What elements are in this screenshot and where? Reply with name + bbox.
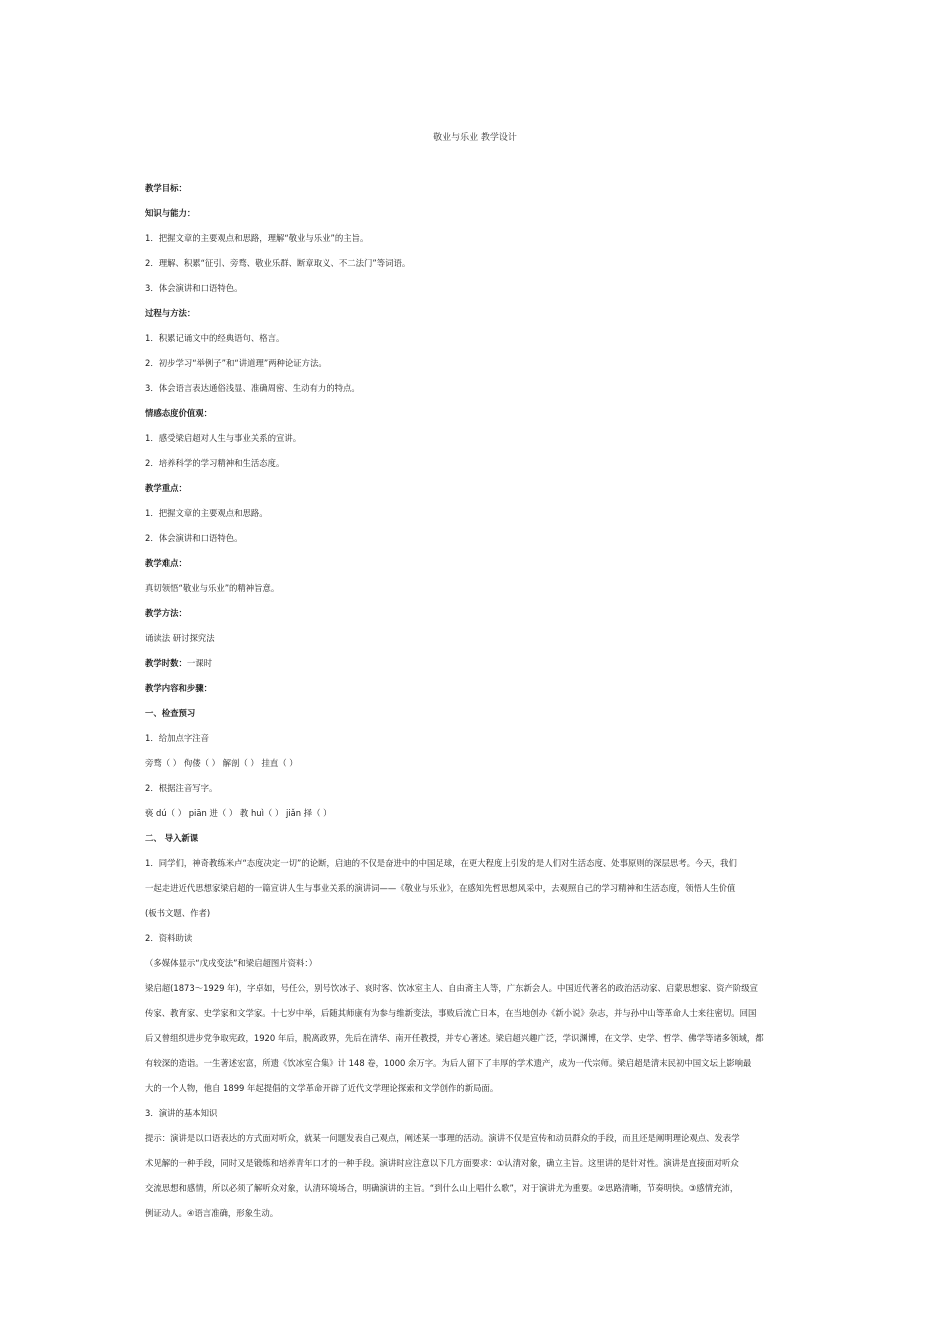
hours-heading: 教学时数： bbox=[145, 658, 187, 668]
paragraph-line: 一起走进近代思想家梁启超的一篇宣讲人生与事业关系的演讲词——《敬业与乐业》，在感知先哲思想风采中，去观照自己的学习精神和生活态度，领悟人生价值 bbox=[145, 883, 736, 893]
section2-item2: 2．资料助读 bbox=[145, 933, 193, 943]
knowledge-heading: 知识与能力： bbox=[145, 208, 196, 218]
paragraph-line: 梁启超(1873～1929 年)，字卓如，号任公，别号饮冰子、哀时客、饮冰室主人、自由斋主人等，广东新会人。中国近代著名的政治活动家、启蒙思想家、资产阶级宣 bbox=[145, 983, 758, 993]
section2-heading: 二、 导入新课 bbox=[145, 833, 199, 843]
key-point-item: 1．把握文章的主要观点和思路。 bbox=[145, 508, 268, 518]
section1-item2-line: 亵 dú（ ） piān 进（ ） 教 huì（ ） jiǎn 择（ ） bbox=[145, 808, 332, 818]
section1-item1-line: 旁骛（ ） 佝偻（ ） 解剖（ ） 挂直（ ） bbox=[145, 758, 298, 768]
biography-paragraph bbox=[145, 976, 810, 1101]
steps-heading: 教学内容和步骤： bbox=[145, 683, 212, 693]
key-points-heading: 教学重点： bbox=[145, 483, 187, 493]
process-item: 3．体会语言表达通俗浅显、准确周密、生动有力的特点。 bbox=[145, 383, 360, 393]
paragraph-line: 术见解的一种手段，同时又是锻炼和培养青年口才的一种手段。演讲时应注意以下几方面要求：①认清对象，确立主旨。这里讲的是针对性。演讲是直接面对听众 bbox=[145, 1158, 739, 1168]
knowledge-item: 1．把握文章的主要观点和思路，理解“敬业与乐业”的主旨。 bbox=[145, 233, 369, 243]
paragraph-line: 大的一个人物，他自 1899 年起提倡的文学革命开辟了近代文学理论探索和文学创作的新局面。 bbox=[145, 1083, 499, 1093]
section1-item1: 1．给加点字注音 bbox=[145, 733, 209, 743]
section2-item2-note: （多媒体显示“戊戌变法”和梁启超图片资料：） bbox=[145, 958, 317, 968]
process-item: 1．积累记诵文中的经典语句、格言。 bbox=[145, 333, 285, 343]
process-heading: 过程与方法： bbox=[145, 308, 196, 318]
hours-text: 一课时 bbox=[186, 658, 212, 668]
knowledge-item: 2．理解、积累“征引、旁骛、敬业乐群、断章取义、不二法门”等词语。 bbox=[145, 258, 411, 268]
hours-line bbox=[145, 651, 810, 676]
emotion-item: 2．培养科学的学习精神和生活态度。 bbox=[145, 458, 285, 468]
method-text: 诵读法 研讨探究法 bbox=[145, 633, 215, 643]
document-body bbox=[145, 176, 810, 1226]
paragraph-line: 有较深的造诣。一生著述宏富，所遗《饮冰室合集》计 148 卷，1000 余万字。为后人留下了丰厚的学术遗产，成为一代宗师。梁启超是清末民初中国文坛上影响最 bbox=[145, 1058, 752, 1068]
section2-item3: 3．演讲的基本知识 bbox=[145, 1108, 218, 1118]
section1-heading: 一、检查预习 bbox=[145, 708, 196, 718]
key-point-item: 2．体会演讲和口语特色。 bbox=[145, 533, 243, 543]
difficulty-text: 真切领悟“敬业与乐业”的精神旨意。 bbox=[145, 583, 280, 593]
emotion-heading: 情感态度价值观： bbox=[145, 408, 212, 418]
speech-tips-paragraph bbox=[145, 1126, 810, 1226]
knowledge-item: 3．体会演讲和口语特色。 bbox=[145, 283, 243, 293]
paragraph-line: 例证动人。④语言准确，形象生动。 bbox=[145, 1208, 279, 1218]
paragraph-line: 1．同学们，神奇教练米卢“态度决定一切”的论断，启迪的不仅是奋进中的中国足球，在更大程度上引发的是人们对生活态度、处事原则的深层思考。今天，我们 bbox=[145, 858, 737, 868]
paragraph-line: 交流思想和感情，所以必须了解听众对象，认清环境场合，明确演讲的主旨。“到什么山上唱什么歌”，对于演讲尤为重要。②思路清晰，节奏明快。③感情充沛， bbox=[145, 1183, 739, 1193]
emotion-item: 1．感受梁启超对人生与事业关系的宣讲。 bbox=[145, 433, 302, 443]
section1-item2: 2．根据注音写字。 bbox=[145, 783, 218, 793]
document-title: 敬业与乐业 教学设计 bbox=[433, 133, 517, 143]
intro-paragraph bbox=[145, 851, 810, 926]
paragraph-line: 后又曾组织进步党争取宪政，1920 年后，脱离政界，先后在清华、南开任教授，并专心著述。梁启超兴趣广泛，学识渊博，在文学、史学、哲学、佛学等诸多领域，都 bbox=[145, 1033, 764, 1043]
paragraph-line: (板书文题、作者) bbox=[145, 908, 211, 918]
paragraph-line: 提示：演讲是以口语表达的方式面对听众，就某一问题发表自己观点，阐述某一事理的活动。演讲不仅是宣传和动员群众的手段，而且还是阐明理论观点、发表学 bbox=[145, 1133, 740, 1143]
method-heading: 教学方法： bbox=[145, 608, 187, 618]
process-item: 2．初步学习“举例子”和“讲道理”两种论证方法。 bbox=[145, 358, 327, 368]
difficulty-heading: 教学难点： bbox=[145, 558, 187, 568]
paragraph-line: 传家、教育家、史学家和文学家。十七岁中举，后随其师康有为参与维新变法，事败后流亡日本，在当地创办《新小说》杂志，并与孙中山等革命人士来往密切。回国 bbox=[145, 1008, 757, 1018]
objectives-heading: 教学目标： bbox=[145, 183, 187, 193]
